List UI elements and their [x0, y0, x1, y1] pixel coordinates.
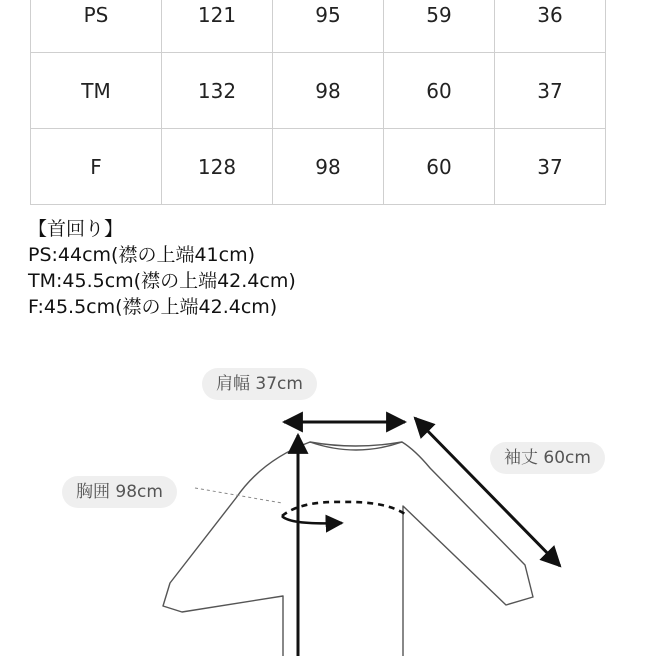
shirt-outline: [163, 442, 533, 656]
size-cell: TM: [31, 53, 162, 129]
measure-cell: 121: [162, 0, 273, 53]
measure-cell: 36: [495, 0, 606, 53]
size-cell: F: [31, 129, 162, 205]
chest-leader: [195, 488, 282, 503]
measure-cell: 128: [162, 129, 273, 205]
measure-cell: 95: [273, 0, 384, 53]
neck-heading: 【首回り】: [28, 218, 124, 240]
table-row: [31, 53, 606, 129]
garment-diagram: [0, 360, 656, 656]
sleeve-label: 袖丈 60cm: [490, 442, 605, 474]
sleeve-arrow: [415, 418, 560, 566]
neck-line-tm: TM:45.5cm(襟の上端42.4cm): [28, 270, 296, 292]
measure-cell: 60: [384, 53, 495, 129]
neck-line-ps: PS:44cm(襟の上端41cm): [28, 244, 256, 266]
chest-label: 胸囲 98cm: [62, 476, 177, 508]
measure-cell: 59: [384, 0, 495, 53]
measure-cell: 37: [495, 53, 606, 129]
measure-cell: 98: [273, 129, 384, 205]
table-row: [31, 0, 606, 53]
chest-dashed-arc: [282, 502, 405, 516]
table-row: [31, 129, 606, 205]
size-cell: PS: [31, 0, 162, 53]
measure-cell: 60: [384, 129, 495, 205]
size-table: [30, 0, 606, 205]
neck-notes: [28, 216, 296, 320]
neck-line-f: F:45.5cm(襟の上端42.4cm): [28, 296, 278, 318]
shoulder-label: 肩幅 37cm: [202, 368, 317, 400]
measure-cell: 37: [495, 129, 606, 205]
chest-arrow: [282, 516, 342, 523]
shirt-illustration: [0, 360, 656, 656]
measure-cell: 132: [162, 53, 273, 129]
measure-cell: 98: [273, 53, 384, 129]
